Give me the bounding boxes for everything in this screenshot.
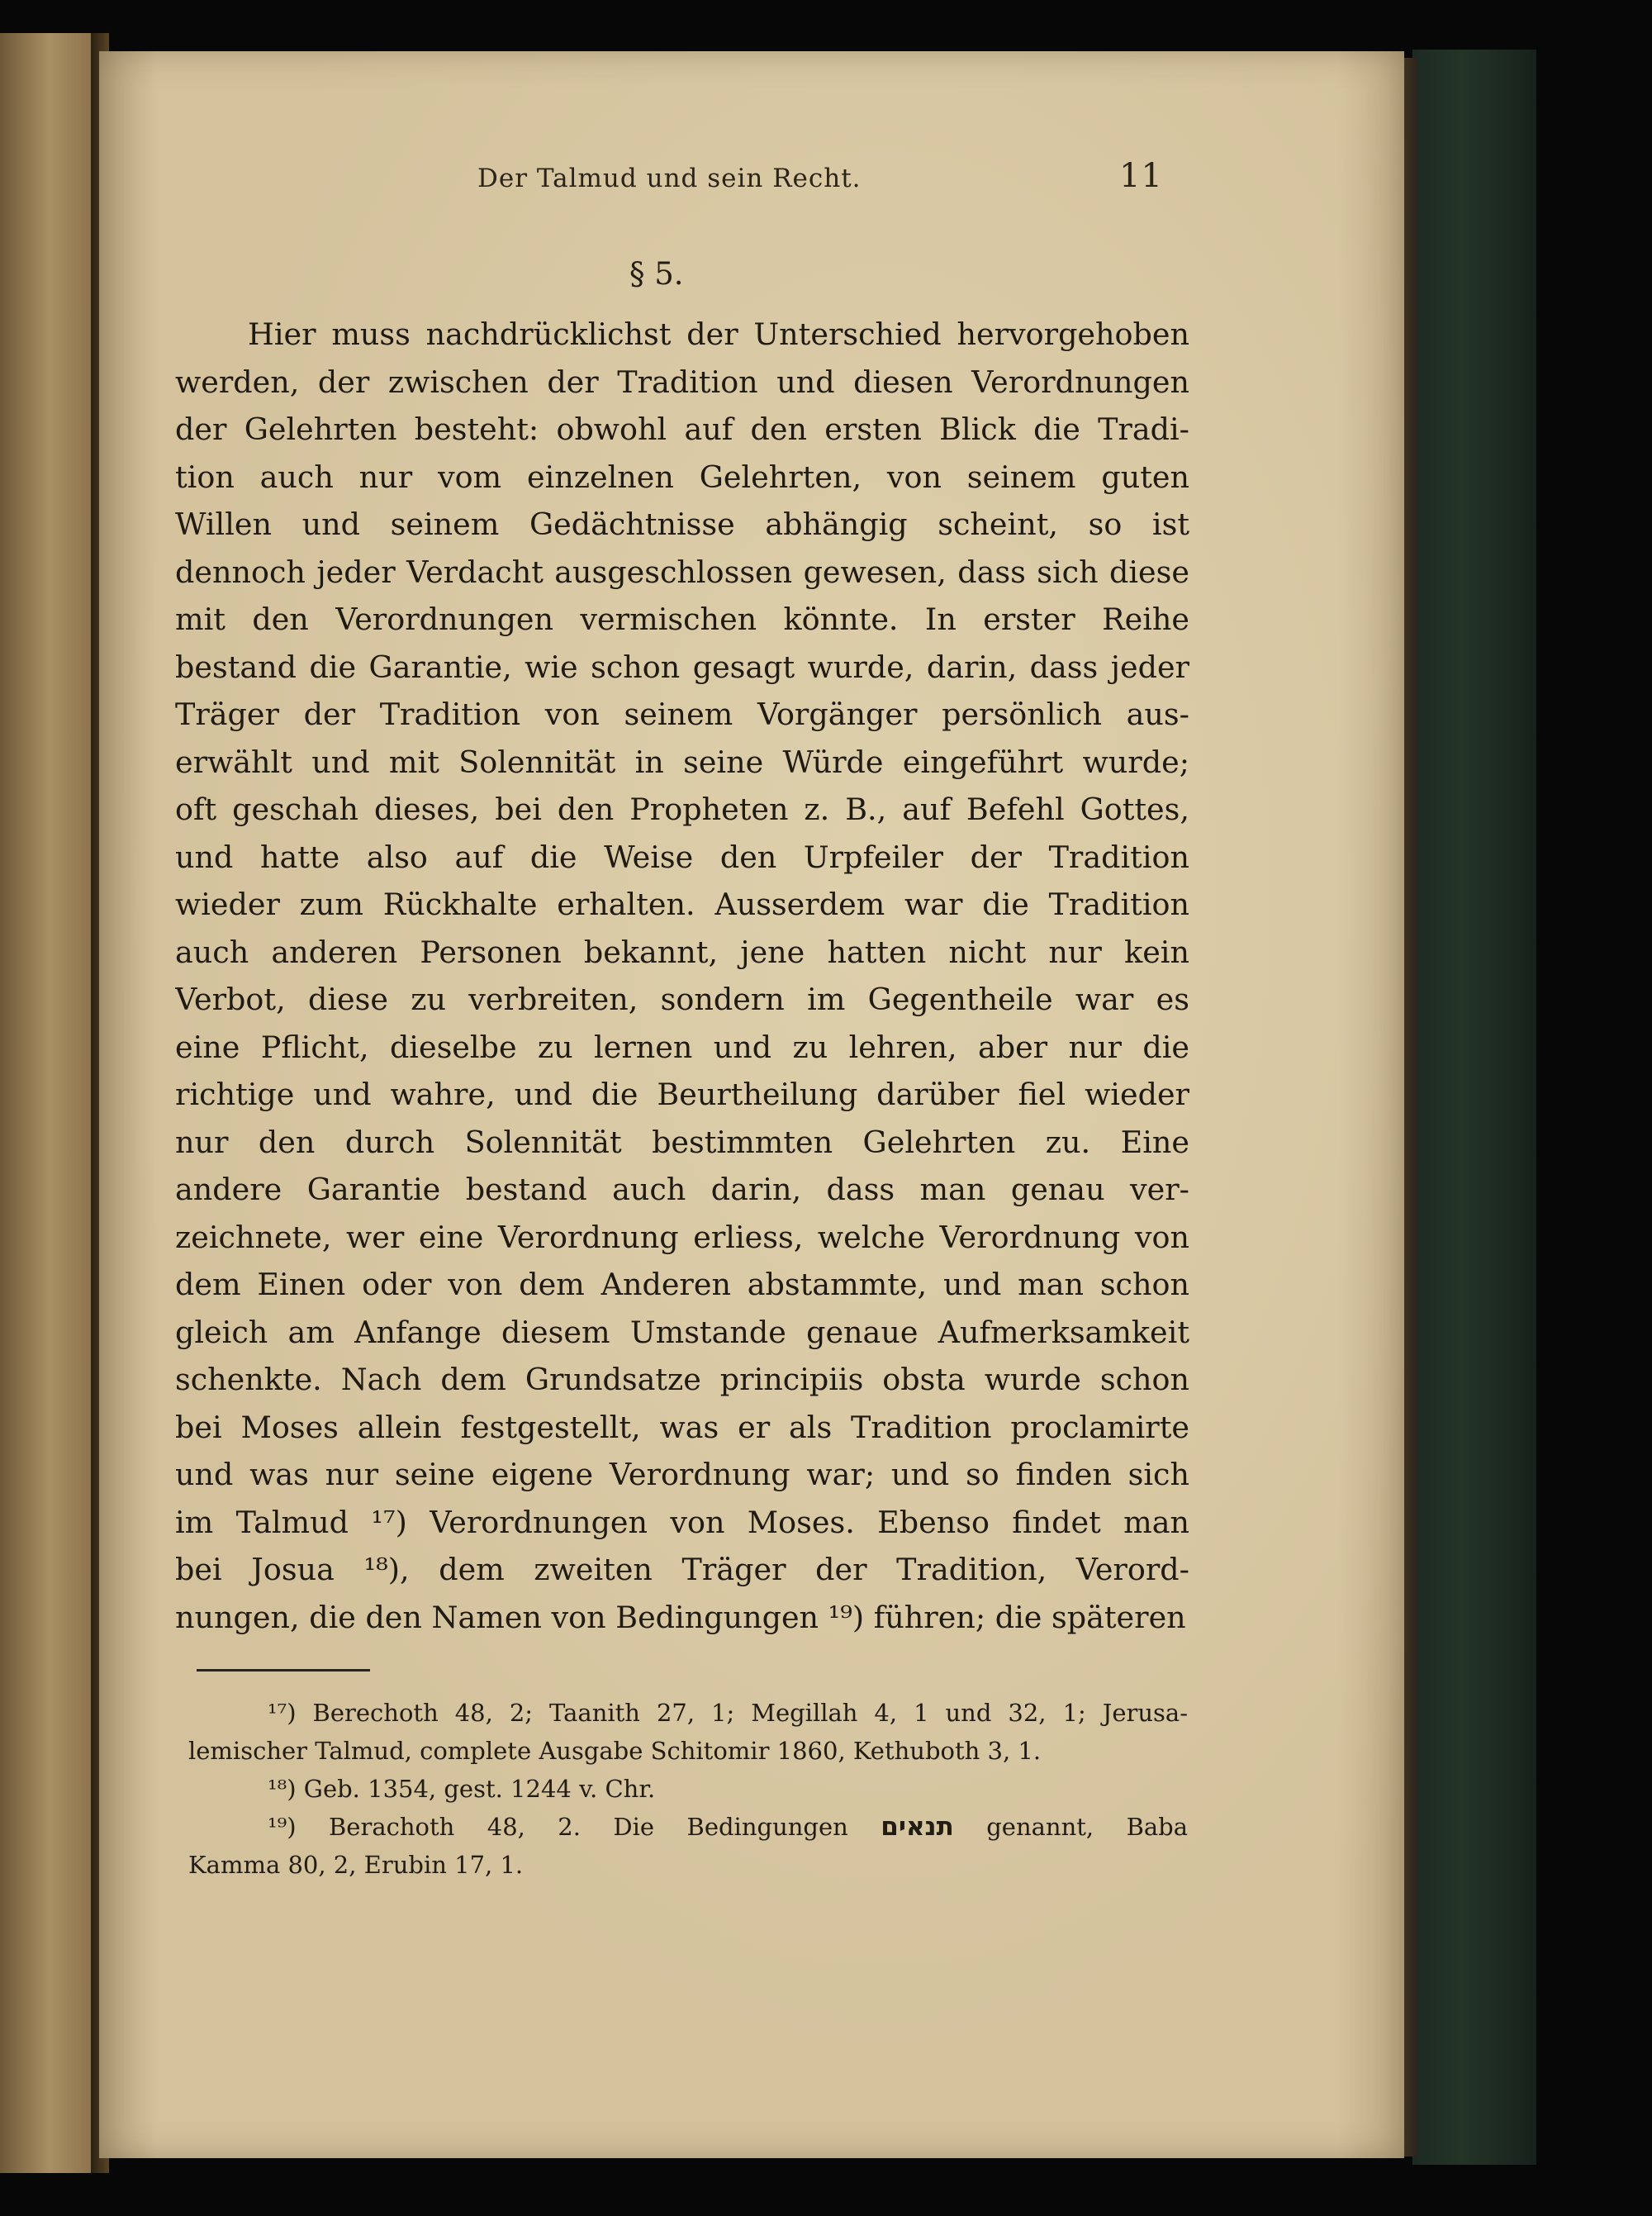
text-line: auch anderen Personen bekannt, jene hatten nicht nur kein (175, 934, 1189, 970)
text-line: tion auch nur vom einzelnen Gelehrten, von seinem guten (175, 459, 1189, 495)
page-number: 11 (1119, 157, 1163, 195)
text-line: bei Josua ¹⁸), dem zweiten Träger der Tradition, Verord- (175, 1552, 1189, 1587)
text-line: richtige und wahre, und die Beurtheilung darüber fiel wieder (175, 1077, 1189, 1112)
body-paragraph (175, 311, 1189, 1641)
text-line: Träger der Tradition von seinem Vorgänger persönlich aus- (175, 697, 1189, 732)
text-line: wieder zum Rückhalte erhalten. Ausserdem war die Tradition (175, 887, 1189, 922)
running-title: Der Talmud und sein Recht. (477, 164, 862, 193)
text-line: werden, der zwischen der Tradition und diesen Verordnungen (175, 364, 1189, 400)
text-line: dennoch jeder Verdacht ausgeschlossen gewesen, dass sich diese (175, 554, 1189, 590)
text-line: bestand die Garantie, wie schon gesagt wurde, darin, dass jeder (175, 649, 1189, 685)
text-line: andere Garantie bestand auch darin, dass man genau ver- (175, 1172, 1189, 1207)
text-line: oft geschah dieses, bei den Propheten z. B., auf Befehl Gottes, (175, 792, 1189, 827)
text-line: bei Moses allein festgestellt, was er als Tradition proclamirte (175, 1409, 1189, 1445)
facing-page-edge (0, 33, 91, 2173)
text-line: Hier muss nachdrücklichst der Unterschied hervorgehoben (248, 316, 1189, 352)
text-line: Willen und seinem Gedächtnisse abhängig scheint, so ist (175, 506, 1189, 542)
text-line: nungen, die den Namen von Bedingungen ¹⁹) führen; die späteren (175, 1599, 1186, 1635)
footnote-19-continued: Kamma 80, 2, Erubin 17, 1. (188, 1851, 524, 1879)
text-line: und hatte also auf die Weise den Urpfeiler der Tradition (175, 839, 1189, 875)
footnote-18: ¹⁸) Geb. 1354, gest. 1244 v. Chr. (268, 1775, 656, 1803)
text-line: eine Pflicht, dieselbe zu lernen und zu lehren, aber nur die (175, 1029, 1189, 1065)
footnote-19-text-end: genannt, Baba (986, 1813, 1188, 1841)
text-line: erwählt und mit Solennität in seine Würde eingeführt wurde; (175, 744, 1189, 780)
text-line: nur den durch Solennität bestimmten Gelehrten zu. Eine (175, 1124, 1189, 1160)
text-line: schenkte. Nach dem Grundsatze principiis obsta wurde schon (175, 1362, 1189, 1397)
text-line: im Talmud ¹⁷) Verordnungen von Moses. Ebenso findet man (175, 1504, 1189, 1540)
running-header (378, 157, 1188, 207)
text-line: gleich am Anfange diesem Umstande genaue Aufmerksamkeit (175, 1314, 1189, 1350)
book-cover-edge (1412, 50, 1536, 2165)
hebrew-term: תנאים (881, 1812, 954, 1842)
footnotes (188, 1694, 1188, 1884)
text-line: zeichnete, wer eine Verordnung erliess, welche Verordnung von (175, 1219, 1189, 1255)
footnote-19-text: ¹⁹) Berachoth 48, 2. Die Bedingungen (268, 1813, 848, 1841)
text-line: dem Einen oder von dem Anderen abstammte, und man schon (175, 1267, 1189, 1302)
footnote-17-continued: lemischer Talmud, complete Ausgabe Schitomir 1860, Kethuboth 3, 1. (188, 1737, 1042, 1765)
footnote-19 (188, 1808, 1188, 1846)
section-heading: § 5. (629, 256, 684, 292)
text-line: und was nur seine eigene Verordnung war; und so finden sich (175, 1457, 1189, 1492)
text-line: der Gelehrten besteht: obwohl auf den ersten Blick die Tradi- (175, 411, 1189, 447)
text-line: mit den Verordnungen vermischen könnte. In erster Reihe (175, 602, 1189, 637)
footnote-rule (197, 1669, 370, 1672)
footnote-17: ¹⁷) Berechoth 48, 2; Taanith 27, 1; Megillah 4, 1 und 32, 1; Jerusa- (268, 1699, 1188, 1727)
text-line: Verbot, diese zu verbreiten, sondern im Gegentheile war es (175, 982, 1189, 1017)
